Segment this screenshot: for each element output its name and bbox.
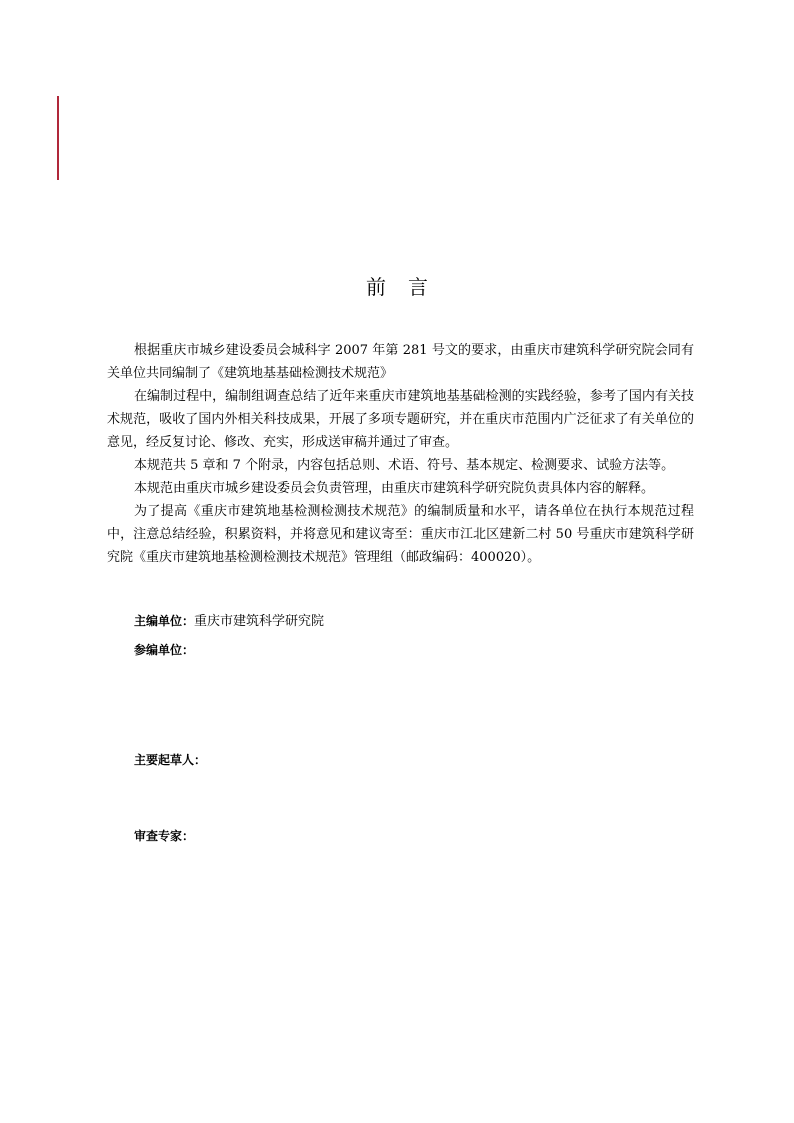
margin-decoration-bar (57, 96, 59, 180)
credit-participating-units (134, 640, 194, 661)
credit-participating-label: 参编单位： (134, 643, 195, 657)
credit-drafters-label: 主要起草人： (134, 753, 207, 767)
credit-reviewers-label: 审查专家： (134, 829, 195, 843)
credit-chief-editor-label: 主编单位： (134, 614, 195, 628)
credit-drafters (134, 750, 206, 771)
paragraph-contents: 本规范共 5 章和 7 个附录，内容包括总则、术语、符号、基本规定、检测要求、试验方法等。 (134, 458, 675, 473)
credit-reviewers (134, 826, 194, 847)
page-title: 前言 (366, 275, 450, 299)
paragraph-mandate: 根据重庆市城乡建设委员会城科字 2007 年第 281 号文的要求，由重庆市建筑科学研究院会同有关单位共同编制了《建筑地基基础检测技术规范》 (107, 343, 694, 381)
preface-body (107, 339, 694, 569)
paragraph-management: 本规范由重庆市城乡建设委员会负责管理，由重庆市建筑科学研究院负责具体内容的解释。 (134, 481, 655, 496)
paragraph-feedback: 为了提高《重庆市建筑地基检测检测技术规范》的编制质量和水平，请各单位在执行本规范过程中，注意总结经验，积累资料，并将意见和建议寄至：重庆市江北区建新二村 50 号重庆市建筑科学研究院《重庆市建筑地基检测检测技术规范》管理组（邮政编码：400020）。 (107, 504, 694, 565)
credit-chief-editor-value: 重庆市建筑科学研究院 (194, 614, 325, 629)
paragraph-process: 在编制过程中，编制组调查总结了近年来重庆市建筑地基基础检测的实践经验，参考了国内有关技术规范，吸收了国内外相关科技成果，开展了多项专题研究，并在重庆市范围内广泛征求了有关单位的意见，经反复讨论、修改、充实，形成送审稿并通过了审查。 (107, 389, 694, 450)
credit-chief-editor (134, 611, 324, 632)
